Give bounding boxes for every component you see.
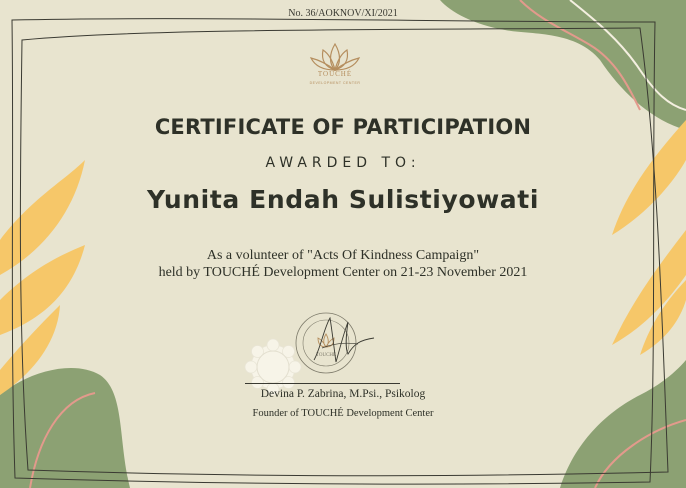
description-line-1: As a volunteer of "Acts Of Kindness Campaign"	[206, 248, 480, 263]
certificate-number: No. 36/AOKNOV/XI/2021	[288, 8, 398, 19]
awarded-to-label: AWARDED TO:	[265, 155, 421, 171]
certificate-title: CERTIFICATE OF PARTICIPATION	[154, 115, 532, 139]
stamp-center-text: TOUCHÉ	[315, 353, 337, 358]
signatory-name: Devina P. Zabrina, M.Psi., Psikolog	[260, 388, 426, 400]
description-line-2: held by TOUCHÉ Development Center on 21-23 November 2021	[158, 265, 528, 280]
signatory-role: Founder of TOUCHÉ Development Center	[252, 408, 434, 419]
bottom-left-green-shape	[0, 368, 130, 488]
recipient-name: Yunita Endah Sulistiyowati	[146, 185, 540, 214]
logo-subtitle: DEVELOPMENT CENTER	[309, 81, 361, 85]
signature-line	[245, 383, 400, 384]
signature-icon	[288, 308, 380, 378]
logo-name: TOUCHÉ	[317, 70, 353, 78]
bottom-right-green-shape	[560, 360, 686, 488]
